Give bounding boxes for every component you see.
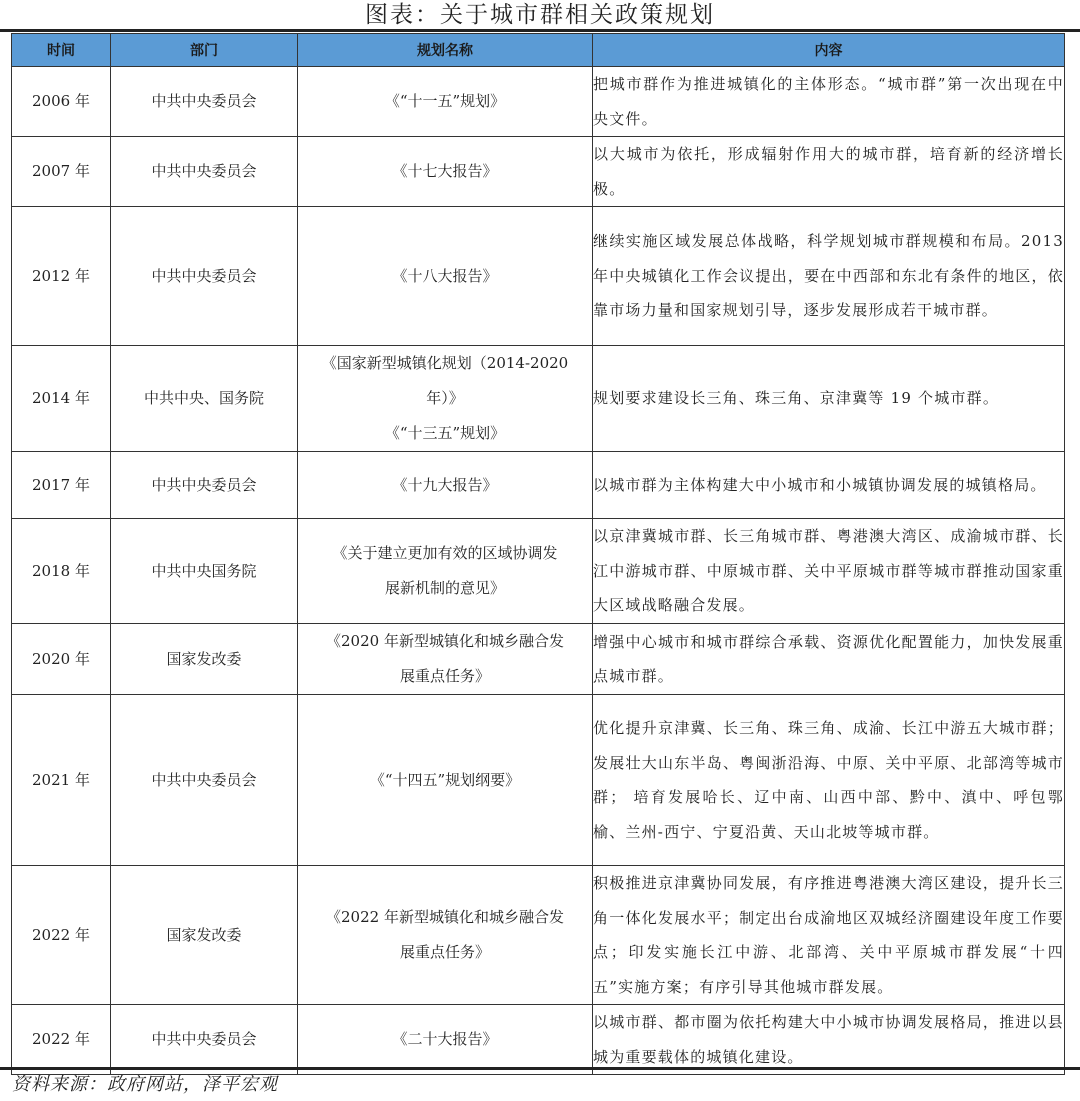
plan-name-line: 展重点任务》 [399,667,490,685]
cell-department: 中共中央委员会 [111,1005,298,1075]
policy-table [11,33,1065,1075]
cell-plan-name [298,207,593,346]
plan-name-line: 《十九大报告》 [392,475,498,494]
plan-name-line: 《2020 年新型城镇化和城乡融合发 [326,632,564,650]
table-row [12,67,1065,137]
cell-year: 2020 年 [12,624,111,695]
table-row [12,207,1065,346]
table-row [12,866,1065,1005]
cell-plan-name [298,346,593,452]
header-row [12,34,1065,67]
cell-content: 以京津冀城市群、长三角城市群、粤港澳大湾区、成渝城市群、长江中游城市群、中原城市群、关中平原城市群等城市群推动国家重大区域战略融合发展。 [593,519,1065,624]
cell-content: 把城市群作为推进城镇化的主体形态。“城市群”第一次出现在中央文件。 [593,67,1065,137]
cell-department: 中共中央、国务院 [111,346,298,452]
plan-name-line: 《关于建立更加有效的区域协调发 [332,544,558,562]
cell-department: 中共中央委员会 [111,452,298,519]
table-row [12,452,1065,519]
cell-year: 2014 年 [12,346,111,452]
cell-plan-name [298,519,593,624]
source-note: 资料来源：政府网站，泽平宏观 [12,1074,278,1095]
plan-name-line: 《二十大报告》 [392,1030,498,1048]
cell-plan-name [298,624,593,695]
cell-content: 以大城市为依托，形成辐射作用大的城市群，培育新的经济增长极。 [593,137,1065,207]
plan-name-line: 展重点任务》 [399,943,490,961]
plan-name-line: 《“十三五”规划》 [384,424,506,442]
plan-name-line: 《2022 年新型城镇化和城乡融合发 [326,908,564,926]
plan-name-line: 《“十一五”规划》 [384,92,506,110]
plan-name-line: 展新机制的意见》 [384,579,505,597]
bottom-rule [0,1067,1080,1070]
cell-department: 中共中央委员会 [111,137,298,207]
plan-name-line: 年）》 [426,389,464,407]
cell-department: 中共中央国务院 [111,519,298,624]
header-content: 内容 [593,34,1065,67]
cell-plan-name [298,137,593,207]
cell-plan-name [298,695,593,866]
cell-content: 以城市群、都市圈为依托构建大中小城市协调发展格局，推进以县城为重要载体的城镇化建设。 [593,1005,1065,1075]
plan-name-line: 《十八大报告》 [392,266,498,285]
table-row [12,519,1065,624]
top-rule [0,29,1080,32]
cell-content: 以城市群为主体构建大中小城市和小城镇协调发展的城镇格局。 [593,452,1065,519]
table-row [12,1005,1065,1075]
cell-year: 2007 年 [12,137,111,207]
cell-year: 2022 年 [12,1005,111,1075]
cell-department: 中共中央委员会 [111,695,298,866]
cell-content: 规划要求建设长三角、珠三角、京津冀等 19 个城市群。 [593,346,1065,452]
cell-plan-name [298,866,593,1005]
cell-year: 2018 年 [12,519,111,624]
cell-plan-name [298,452,593,519]
cell-plan-name [298,1005,593,1075]
cell-year: 2012 年 [12,207,111,346]
header-time: 时间 [12,34,111,67]
cell-year: 2017 年 [12,452,111,519]
cell-content: 优化提升京津冀、长三角、珠三角、成渝、长江中游五大城市群；发展壮大山东半岛、粤闽浙沿海、中原、关中平原、北部湾等城市群； 培育发展哈长、辽中南、山西中部、黔中、滇中、呼包鄂榆、兰州-西宁、宁夏沿黄、天山北坡等城市群。 [593,695,1065,866]
table-title: 图表：关于城市群相关政策规划 [365,2,715,28]
table-body [12,67,1065,1075]
cell-content: 继续实施区域发展总体战略，科学规划城市群规模和布局。2013 年中央城镇化工作会议提出，要在中西部和东北有条件的地区，依靠市场力量和国家规划引导，逐步发展形成若干城市群。 [593,207,1065,346]
cell-department: 中共中央委员会 [111,207,298,346]
plan-name-line: 《“十四五”规划纲要》 [369,770,521,789]
table-row [12,624,1065,695]
table-row [12,137,1065,207]
cell-department: 国家发改委 [111,624,298,695]
cell-department: 国家发改委 [111,866,298,1005]
table-row [12,346,1065,452]
plan-name-line: 《十七大报告》 [392,162,498,180]
table-row [12,695,1065,866]
header-department: 部门 [111,34,298,67]
header-plan-name: 规划名称 [298,34,593,67]
cell-year: 2006 年 [12,67,111,137]
cell-content: 积极推进京津冀协同发展，有序推进粤港澳大湾区建设，提升长三角一体化发展水平；制定出台成渝地区双城经济圈建设年度工作要点；印发实施长江中游、北部湾、关中平原城市群发展“十四五”实施方案；有序引导其他城市群发展。 [593,866,1065,1005]
plan-name-line: 《国家新型城镇化规划（2014-2020 [321,354,569,372]
cell-year: 2021 年 [12,695,111,866]
cell-department: 中共中央委员会 [111,67,298,137]
cell-content: 增强中心城市和城市群综合承载、资源优化配置能力，加快发展重点城市群。 [593,624,1065,695]
cell-year: 2022 年 [12,866,111,1005]
cell-plan-name [298,67,593,137]
